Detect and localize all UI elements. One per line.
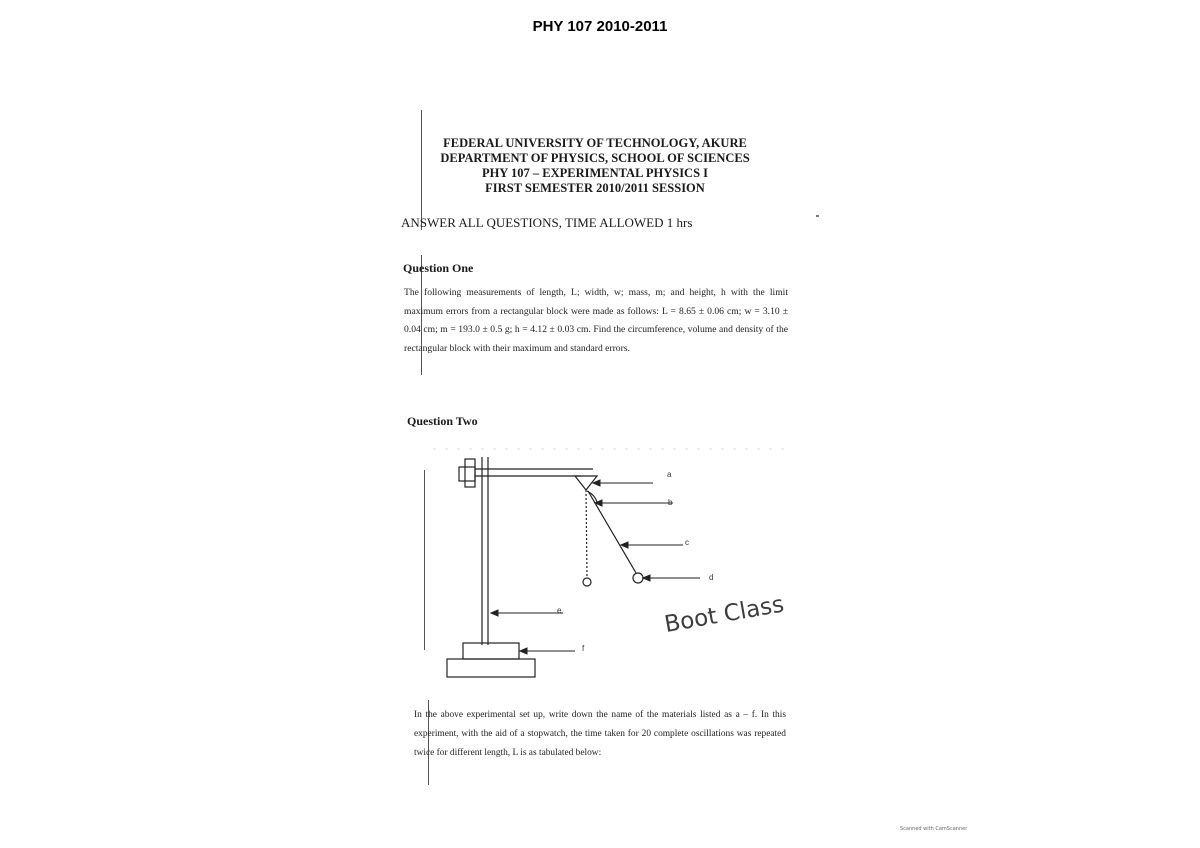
figure-label-a: a [667, 470, 672, 479]
question-one-body: The following measurements of length, L; width, w; mass, m; and height, h with the limit maximum errors from a rectangular block were made as follows: L = 8.65 ± 0.06 cm; w = 3.10 ± 0.04 cm; m = 193.0 ± 0.5 g; h = 4.12 ± 0.03 cm. Find the circumference, volume and density of the rectangular block with their maximum and standard errors. [404, 287, 788, 354]
scan-speck [816, 215, 819, 217]
exam-instructions: ANSWER ALL QUESTIONS, TIME ALLOWED 1 hrs [401, 215, 693, 230]
pendulum-bob-rest [583, 578, 591, 586]
arrow-f-head [520, 648, 527, 654]
exam-heading-block [420, 136, 770, 196]
figure-label-f: f [582, 644, 585, 653]
department-name: DEPARTMENT OF PHYSICS, SCHOOL OF SCIENCES [440, 151, 750, 165]
arrow-a-head [593, 480, 600, 486]
arrow-c-head [621, 542, 628, 548]
question-one-heading: Question One [403, 261, 474, 275]
university-name: FEDERAL UNIVERSITY OF TECHNOLOGY, AKURE [443, 136, 747, 150]
clamp-block [459, 467, 475, 481]
figure-label-d: d [709, 573, 714, 582]
arrow-d-head [643, 575, 650, 581]
page-header-title: PHY 107 2010-2011 [532, 18, 668, 35]
figure-label-e: e [557, 606, 562, 615]
figure-label-b: b [668, 498, 673, 507]
session-title: FIRST SEMESTER 2010/2011 SESSION [485, 181, 705, 195]
question-two-body: In the above experimental set up, write down the name of the materials listed as a – f. In this experiment, with the aid of a stopwatch, the time taken for 20 complete oscillations was repeated twice for different length, L is as tabulated below: [414, 710, 786, 758]
pendulum-setup-figure [425, 445, 805, 685]
scanner-tag: Scanned with CamScanner [900, 826, 968, 832]
figure-label-c: c [685, 538, 689, 547]
clamp-jaw [465, 459, 475, 487]
pendulum-bob [633, 573, 643, 583]
course-title: PHY 107 – EXPERIMENTAL PHYSICS I [481, 166, 709, 180]
arrow-e-head [491, 610, 498, 616]
base-block [447, 659, 535, 677]
pendulum-string-rest [586, 490, 587, 577]
boot-class-watermark: Boot Class [662, 591, 786, 638]
base-block-top [463, 643, 519, 659]
question-two-heading: Question Two [407, 414, 478, 428]
